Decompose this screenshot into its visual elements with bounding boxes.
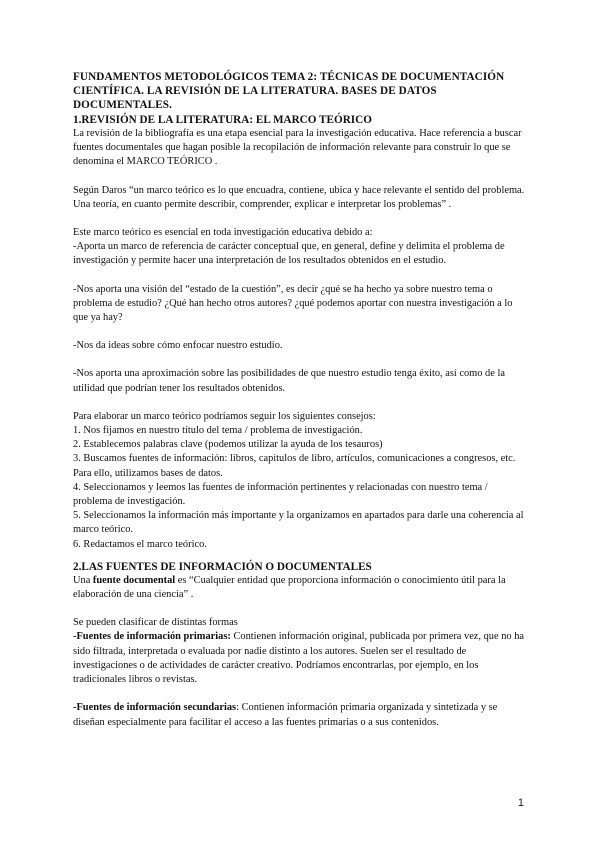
list-item: 3. Buscamos fuentes de información: libros, capítulos de libro, artículos, comunicaciones a congresos, etc. Para ello, utilizamos bases de datos. [73,453,516,479]
list-item: 4. Seleccionamos y leemos las fuentes de información pertinentes y relacionadas con nuestro tema / problema de investigación. [73,481,488,508]
page-number: 1 [517,797,524,809]
document-page [73,70,529,730]
list-item: 6. Redactamos el marco teórico. [73,538,207,550]
paragraph: -Nos aporta una aproximación sobre las posibilidades de que nuestro estudio tenga éxito, así como de la utilidad que podrían tener los resultados obtenidos. [73,368,505,394]
paragraph: Este marco teórico es esencial en toda investigación educativa debido a: [73,227,373,239]
paragraph: Para elaborar un marco teórico podríamos seguir los siguientes consejos: [73,410,376,422]
paragraph: -Nos aporta una visión del “estado de la cuestión”, es decir ¿qué se ha hecho ya sobre nuestro tema o problema de estudio? ¿Qué han hecho otros autores? ¿qué podemos aportar con nuestra investigación a lo que ya hay? [73,283,513,324]
paragraph: Una fuente documental es “Cualquier entidad que proporciona información o conocimiento útil para la elaboración de una ciencia” . [73,574,506,601]
section-1-heading: 1.REVISIÓN DE LA LITERATURA: EL MARCO TEÓRICO [73,114,372,126]
paragraph: -Nos da ideas sobre cómo enfocar nuestro estudio. [73,340,283,352]
paragraph: La revisión de la bibliografía es una etapa esencial para la investigación educativa. Hace referencia a buscar fuentes documentales que hagan posible la recopilación de información relevante para construir lo que se denomina el MARCO TEÓRICO . [73,128,522,168]
list-item: 1. Nos fijamos en nuestro título del tema / problema de investigación. [73,425,363,437]
paragraph: Según Daros “un marco teórico es lo que encuadra, contiene, ubica y hace relevante el sentido del problema. Una teoría, en cuanto permite describir, comprender, explicar e interpretar los problemas” . [73,184,525,210]
list-item: 5. Seleccionamos la información más importante y la organizamos en apartados para darle una coherencia al marco teórico. [73,510,524,536]
paragraph: -Fuentes de información primarias: Contienen información original, publicada por primera vez, que no ha sido filtrada, interpretada o evaluada por nadie distinto a los autores. Suelen ser el resultado de investigaciones o de actividades de carácter creativo. Podríamos encontrarlas, por ejemplo, en los tradicionales libros o revistas. [73,631,525,686]
section-2-heading: 2.LAS FUENTES DE INFORMACIÓN O DOCUMENTALES [73,560,372,573]
paragraph: Se pueden clasificar de distintas formas [73,617,238,629]
list-item: 2. Establecemos palabras clave (podemos utilizar la ayuda de los tesauros) [73,439,383,451]
document-title: FUNDAMENTOS METODOLÓGICOS TEMA 2: TÉCNICAS DE DOCUMENTACIÓN CIENTÍFICA. LA REVISIÓN DE LA LITERATURA. BASES DE DATOS DOCUMENTALES. [73,71,505,111]
paragraph: -Aporta un marco de referencia de carácter conceptual que, en general, define y delimita el problema de investigación y permite hacer una interpretación de los resultados obtenidos en el estudio. [73,241,505,267]
paragraph: -Fuentes de información secundarias: Contienen información primaria organizada y sintetizada y se diseñan especialmente para facilitar el acceso a las fuentes primarias o a sus contenidos. [73,702,498,728]
